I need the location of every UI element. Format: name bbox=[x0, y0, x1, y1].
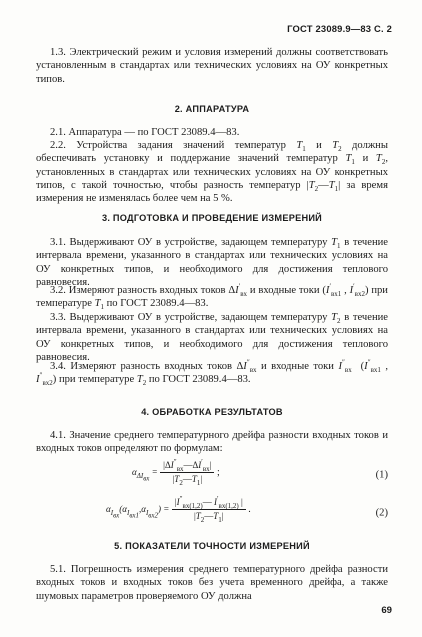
paragraph-3-4: 3.4. Измеряют разность входных токов $\Delta I''_{вх}$ и входные токи $I''_{вх}$ ($I''_{вх1}$ , $I''_{вх2}$) при температуре $T_2$ по ГОСТ 23089.4—83. bbox=[36, 358, 389, 388]
paragraph-3-1: 3.1. Выдерживают ОУ в устройстве, задающем температуру $T_1$ в течение интервала времени, указанного в стандартах или технических условиях на ОУ конкретных типов, и необходимого для достижения теплового равновесия. bbox=[36, 237, 388, 288]
page-header: ГОСТ 23089.9—83 С. 2 bbox=[287, 23, 392, 34]
paragraph-2-1: 2.1. Аппаратура — по ГОСТ 23089.4—83. bbox=[50, 127, 240, 138]
formula-1-number: (1) bbox=[375, 469, 388, 481]
formula-2: $\alpha_{I_{вх}}(\alpha_{I_{вх1}},\alpha_{I_{вх2}})$ = $\frac{|I''_{вх(1,2)}— I'_{вх(1,2)} |}{|T_2—T_1|}$ . (2) bbox=[106, 495, 388, 524]
paragraph-4-1: 4.1. Значение среднего температурного дрейфа разности входных токов и входных токов определяют по формулам: bbox=[36, 430, 388, 455]
section-3-heading: 3. ПОДГОТОВКА И ПРОВЕДЕНИЕ ИЗМЕРЕНИЙ bbox=[101, 213, 323, 223]
paragraph-3-2: 3.2. Измеряют разность входных токов $\Delta I'_{вх}$ и входные токи ($I'_{вх1}$ , $I'_{вх2}$) при температуре $T_1$ по ГОСТ 23089.4—83. bbox=[36, 282, 388, 312]
paragraph-1-3: 1.3. Электрический режим и условия измерений должны соответствовать установленным в стандартах или технических условиях на ОУ конкретных типов. bbox=[36, 47, 388, 85]
section-5-heading: 5. ПОКАЗАТЕЛИ ТОЧНОСТИ ИЗМЕРЕНИЙ bbox=[114, 541, 310, 551]
formula-1: $\alpha_{\Delta I_{вх}}$ = $\frac{|\Delta I''_{вх}—\Delta I'_{вх}|}{|T_2—T_1|}$ ; (1) bbox=[132, 458, 388, 487]
page-number: 69 bbox=[381, 605, 392, 616]
paragraph-5-1: 5.1. Погрешность измерения среднего температурного дрейфа разности входных токов и входных токов без учета временного дрейфа, а также шумовых параметров проверяемого ОУ должна bbox=[36, 564, 388, 602]
formula-2-number: (2) bbox=[375, 507, 388, 519]
section-4-heading: 4. ОБРАБОТКА РЕЗУЛЬТАТОВ bbox=[141, 407, 283, 417]
paragraph-3-3: 3.3. Выдерживают ОУ в устройстве, задающем температуру $T_2$ в течение интервала времени, указанного в стандартах или технических условиях на ОУ конкретных типов, и необходимого для достижения теплового равновесия. bbox=[36, 312, 388, 363]
section-2-heading: 2. АППАРАТУРА bbox=[174, 104, 250, 114]
paragraph-2-2: 2.2. Устройства задания значений температур $T_1$ и $T_2$ должны обеспечивать установку и поддержание значений температур $T_1$ и $T_2$, установленных в стандартах или технических условиях на ОУ конкретных типов, с такой точностью, чтобы разность температур $|T_2—T_1|$ за время измерения не изменялась более чем на 5 %. bbox=[36, 140, 388, 205]
